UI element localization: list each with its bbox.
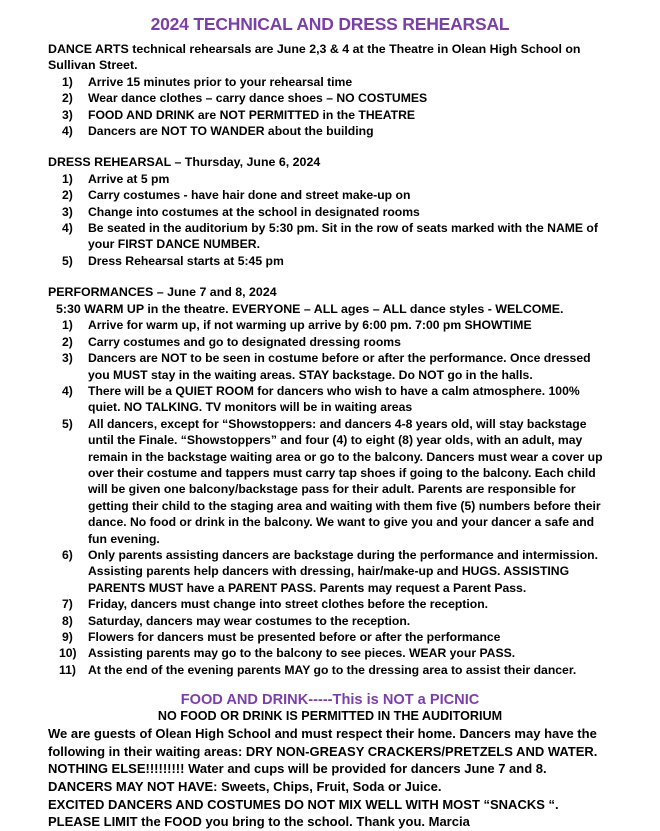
- list-item: [48, 350, 610, 383]
- list-item: [48, 107, 610, 123]
- food-and-drink-subtitle: NO FOOD OR DRINK IS PERMITTED IN THE AUDITORIUM: [157, 709, 503, 724]
- list-item-text: Arrive 15 minutes prior to your rehearsal time: [88, 74, 353, 89]
- list-item-text: Flowers for dancers must be presented before or after the performance: [88, 630, 501, 644]
- list-item-text: Arrive for warm up, if not warming up arrive by 6:00 pm. 7:00 pm SHOWTIME: [88, 318, 532, 333]
- list-item-text: Saturday, dancers may wear costumes to the reception.: [88, 613, 411, 628]
- list-item-number: 3): [62, 107, 73, 122]
- list-item: [48, 629, 610, 645]
- list-item: [48, 645, 610, 661]
- warmup-line: 5:30 WARM UP in the theatre. EVERYONE – ALL ages – ALL dance styles - WELCOME.: [56, 301, 564, 316]
- list-item: [48, 187, 610, 203]
- list-item-text: Assisting parents may go to the balcony to see pieces. WEAR your PASS.: [88, 646, 516, 661]
- performances-list: [48, 317, 610, 678]
- list-item-number: 6): [62, 547, 73, 562]
- list-item-number: 3): [62, 204, 73, 219]
- list-item-number: 9): [62, 630, 73, 644]
- food-and-drink-paragraph: We are guests of Olean High School and must respect their home. Dancers may have the following in their waiting areas: DRY NON-GREASY CRACKERS/PRETZELS AND WATER. NOTHING ELSE!!!!!!!!! Water and cups will be provided for dancers June 7 and 8. DANCERS MAY NOT HAVE: Sweets, Chips, Fruit, Soda or Juice.: [48, 726, 598, 794]
- list-item-text: All dancers, except for “Showstoppers: and dancers 4-8 years old, will stay backstage until the Finale. “Showstoppers” and four (4) to eight (8) year olds, with an adult, may remain in the backstage waiting area or go to the balcony. Dancers must wear a cover up over their costume and tappers must carry tap shoes if going to the balcony. Each child will be given one balcony/backstage pass for their adult. Parents are responsible for getting their child to the staging area and waiting with them five (5) numbers before their dance. No food or drink in the balcony. We want to give you and your dancer a safe and fun evening.: [88, 416, 603, 546]
- dress-rehearsal-section: [0, 154, 660, 269]
- list-item-number: 5): [62, 253, 73, 268]
- page-title: 2024 TECHNICAL AND DRESS REHEARSAL: [150, 14, 510, 34]
- list-item: [48, 123, 610, 139]
- list-item-text: Dancers are NOT TO WANDER about the building: [88, 124, 374, 139]
- list-item-text: FOOD AND DRINK are NOT PERMITTED in the THEATRE: [88, 107, 416, 122]
- technical-section: [0, 41, 660, 139]
- list-item-number: 4): [62, 383, 73, 398]
- food-excited-line: EXCITED DANCERS AND COSTUMES DO NOT MIX WELL WITH MOST “SNACKS “.: [48, 796, 559, 812]
- list-item-number: 5): [62, 416, 73, 431]
- spacer: [0, 139, 660, 154]
- list-item-text: Only parents assisting dancers are backstage during the performance and intermission. Assisting parents help dancers with dressing, hair/make-up and HUGS. ASSISTING PARENTS MUST have a PARENT PASS. Parents may request a Parent Pass.: [88, 547, 599, 595]
- list-item: [48, 171, 610, 187]
- list-item-text: Carry costumes and go to designated dressing rooms: [88, 334, 401, 349]
- list-item: [48, 547, 610, 596]
- food-limit-line: PLEASE LIMIT the FOOD you bring to the school. Thank you. Marcia: [48, 814, 470, 830]
- list-item-number: 3): [62, 351, 73, 366]
- list-item-number: 4): [62, 124, 73, 139]
- food-and-drink-section: [0, 692, 660, 831]
- list-item-text: Be seated in the auditorium by 5:30 pm. Sit in the row of seats marked with the NAME of your FIRST DANCE NUMBER.: [88, 221, 598, 252]
- spacer: [0, 269, 660, 284]
- list-item: [48, 416, 610, 547]
- list-item-number: 10): [59, 646, 77, 661]
- list-item-text: Friday, dancers must change into street clothes before the reception.: [88, 597, 489, 612]
- list-item-number: 2): [62, 91, 73, 106]
- list-item-number: 1): [62, 171, 73, 186]
- list-item: [48, 662, 610, 678]
- list-item: [48, 317, 610, 333]
- list-item: [48, 596, 610, 612]
- technical-list: [48, 74, 610, 140]
- list-item-text: Arrive at 5 pm: [88, 171, 170, 186]
- list-item-text: Change into costumes at the school in designated rooms: [88, 204, 420, 219]
- list-item-number: 7): [62, 597, 73, 612]
- list-item-number: 11): [59, 662, 76, 677]
- list-item: [48, 334, 610, 350]
- performances-section: [0, 284, 660, 678]
- list-item-number: 1): [62, 318, 73, 333]
- performances-heading: PERFORMANCES – June 7 and 8, 2024: [48, 285, 277, 300]
- list-item: [48, 204, 610, 220]
- technical-intro: DANCE ARTS technical rehearsals are June 2,3 & 4 at the Theatre in Olean High School on Sullivan Street.: [48, 42, 581, 73]
- list-item: [48, 74, 610, 90]
- list-item: [48, 613, 610, 629]
- list-item-text: At the end of the evening parents MAY go to the dressing area to assist their dancer.: [88, 662, 577, 677]
- list-item-text: Dancers are NOT to be seen in costume before or after the performance. Once dressed you MUST stay in the waiting areas. STAY backstage. Do NOT go in the halls.: [88, 351, 591, 382]
- document-page: [0, 14, 660, 829]
- list-item-number: 8): [62, 613, 73, 628]
- list-item-text: Wear dance clothes – carry dance shoes – NO COSTUMES: [88, 91, 428, 106]
- list-item-number: 4): [62, 221, 73, 236]
- list-item: [48, 253, 610, 269]
- dress-rehearsal-heading: DRESS REHEARSAL – Thursday, June 6, 2024: [48, 155, 321, 170]
- list-item: [48, 383, 610, 416]
- list-item-text: Carry costumes - have hair done and street make-up on: [88, 188, 411, 203]
- list-item-number: 2): [62, 188, 73, 203]
- list-item-text: Dress Rehearsal starts at 5:45 pm: [88, 253, 284, 268]
- list-item-number: 2): [62, 334, 73, 349]
- list-item: [48, 90, 610, 106]
- dress-rehearsal-list: [48, 171, 610, 269]
- food-and-drink-title: FOOD AND DRINK-----This is NOT a PICNIC: [180, 692, 480, 709]
- list-item: [48, 220, 610, 253]
- list-item-number: 1): [62, 74, 73, 89]
- list-item-text: There will be a QUIET ROOM for dancers who wish to have a calm atmosphere. 100% quiet. NO TALKING. TV monitors will be in waiting areas: [88, 383, 580, 415]
